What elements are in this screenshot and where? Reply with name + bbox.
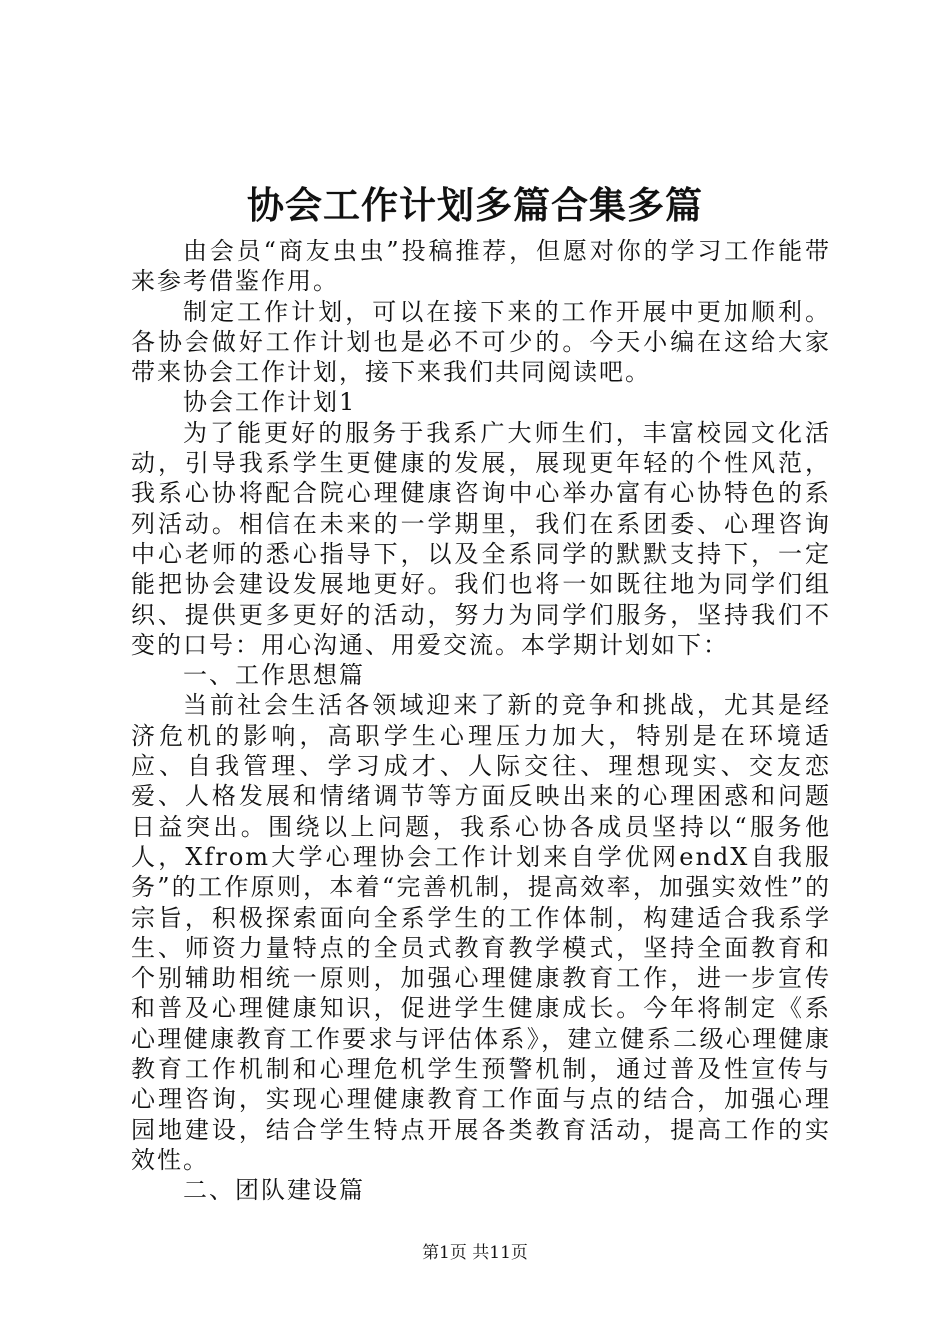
paragraph-work-thought: 当前社会生活各领域迎来了新的竞争和挑战，尤其是经济危机的影响，高职学生心理压力加大，特别是在环境适应、自我管理、学习成才、人际交往、理想现实、交友恋爱、人格发展和情绪调节等方面反映出来的心理困惑和问题日益突出。围绕以上问题，我系心协各成员坚持以“服务他人，Xfrom大学心理协会工作计划来自学优网endX自我服务”的工作原则，本着“完善机制，提高效率，加强实效性”的宗旨，积极探索面向全系学生的工作体制，构建适合我系学生、师资力量特点的全员式教育教学模式，坚持全面教育和个别辅助相统一原则，加强心理健康教育工作，进一步宣传和普及心理健康知识，促进学生健康成长。今年将制定《系心理健康教育工作要求与评估体系》，建立健系二级心理健康教育工作机制和心理危机学生预警机制，通过普及性宣传与心理咨询，实现心理健康教育工作面与点的结合，加强心理园地建设，结合学生特点开展各类教育活动，提高工作的实效性。: [131, 691, 831, 1174]
document-title: 协会工作计划多篇合集多篇: [247, 183, 703, 227]
paragraph-introduction: 制定工作计划，可以在接下来的工作开展中更加顺利。各协会做好工作计划也是必不可少的。今天小编在这给大家带来协会工作计划，接下来我们共同阅读吧。: [131, 297, 831, 387]
page-number-footer: 第1页 共11页: [422, 1243, 528, 1263]
section-heading-plan-1: 协会工作计划1: [183, 388, 357, 417]
paragraph-source-note: 由会员“商友虫虫”投稿推荐，但愿对你的学习工作能带来参考借鉴作用。: [131, 237, 831, 296]
section-heading-team-building: 二、团队建设篇: [183, 1176, 365, 1205]
document-body: [131, 236, 831, 1206]
section-heading-work-thought: 一、工作思想篇: [183, 661, 365, 690]
paragraph-plan-1-intro: 为了能更好的服务于我系广大师生们，丰富校园文化活动，引导我系学生更健康的发展，展现更年轻的个性风范，我系心协将配合院心理健康咨询中心举办富有心协特色的系列活动。相信在未来的一学期里，我们在系团委、心理咨询中心老师的悉心指导下，以及全系同学的默默支持下，一定能把协会建设发展地更好。我们也将一如既往地为同学们组织、提供更多更好的活动，努力为同学们服务，坚持我们不变的口号：用心沟通、用爱交流。本学期计划如下：: [131, 418, 831, 659]
